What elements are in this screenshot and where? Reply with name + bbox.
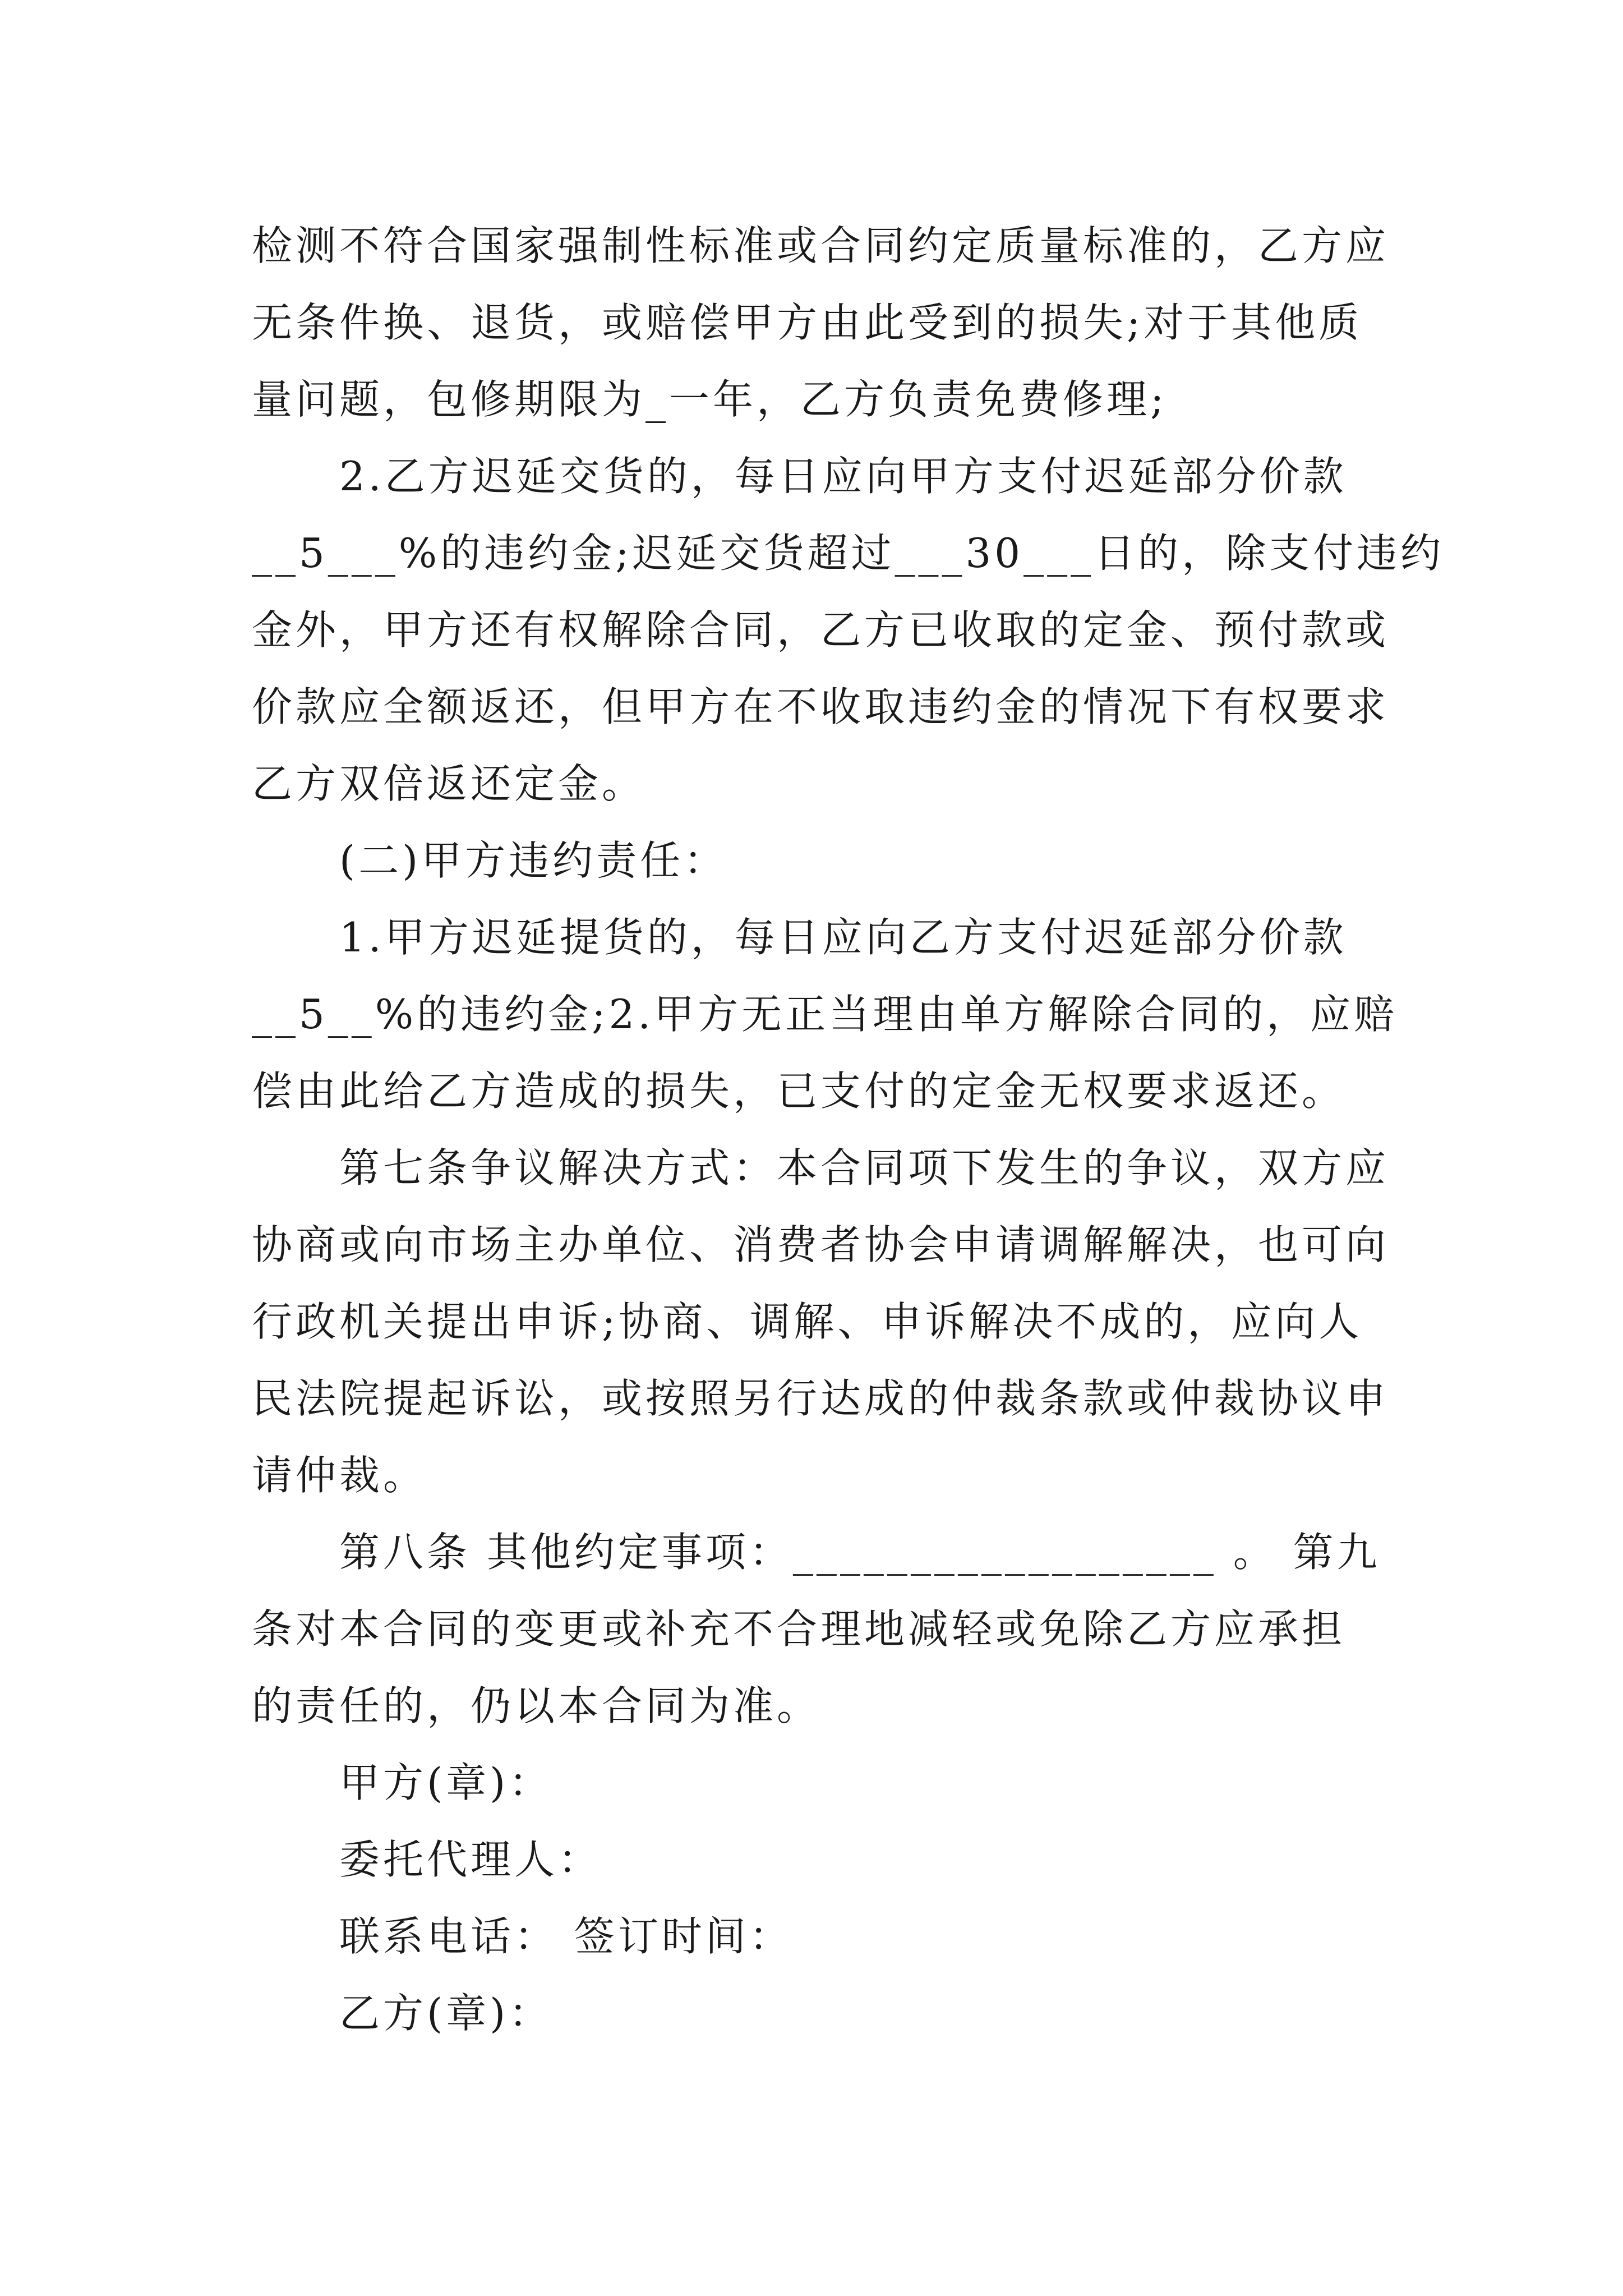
text-line: 第八条 其他约定事项：__________________ 。 第九: [252, 1529, 1381, 1576]
text-line: 1.甲方迟延提货的，每日应向乙方支付迟延部分价款: [252, 914, 1347, 961]
text-line: 条对本合同的变更或补充不合理地减轻或免除乙方应承担: [252, 1605, 1346, 1653]
party-a-seal-label: 甲方(章)：: [339, 1759, 553, 1806]
contact-and-date-label: 联系电话： 签订时间：: [339, 1913, 793, 1960]
text-line: 金外，甲方还有权解除合同，乙方已收取的定金、预付款或: [252, 606, 1390, 654]
text-line: 价款应全额返还，但甲方在不收取违约金的情况下有权要求: [252, 683, 1390, 730]
text-line: 第七条争议解决方式：本合同项下发生的争议，双方应: [252, 1144, 1390, 1191]
text-line: 检测不符合国家强制性标准或合同约定质量标准的，乙方应: [252, 222, 1390, 269]
text-line: 的责任的，仍以本合同为准。: [252, 1682, 821, 1729]
text-line: __5___%的违约金;迟延交货超过___30___日的，除支付违约: [252, 530, 1445, 577]
agent-label: 委托代理人：: [339, 1836, 602, 1883]
text-line: 偿由此给乙方造成的损失，已支付的定金无权要求返还。: [252, 1068, 1346, 1115]
text-line: 2.乙方迟延交货的，每日应向甲方支付迟延部分价款: [252, 453, 1347, 500]
text-line: 民法院提起诉讼，或按照另行达成的仲裁条款或仲裁协议申: [252, 1375, 1390, 1422]
section-heading: (二)甲方违约责任：: [252, 837, 728, 884]
party-b-seal-label: 乙方(章)：: [339, 1990, 553, 2037]
contract-body: [252, 208, 1445, 2052]
text-line: 协商或向市场主办单位、消费者协会申请调解解决，也可向: [252, 1221, 1390, 1268]
text-line: 乙方双倍返还定金。: [252, 760, 646, 807]
text-line: __5__%的违约金;2.甲方无正当理由单方解除合同的，应赔: [252, 991, 1398, 1038]
text-line: 行政机关提出申诉;协商、调解、申诉解决不成的，应向人: [252, 1298, 1363, 1345]
text-line: 量问题，包修期限为_一年，乙方负责免费修理;: [252, 376, 1168, 423]
text-line: 请仲裁。: [252, 1452, 427, 1499]
text-line: 无条件换、退货，或赔偿甲方由此受到的损失;对于其他质: [252, 299, 1363, 346]
